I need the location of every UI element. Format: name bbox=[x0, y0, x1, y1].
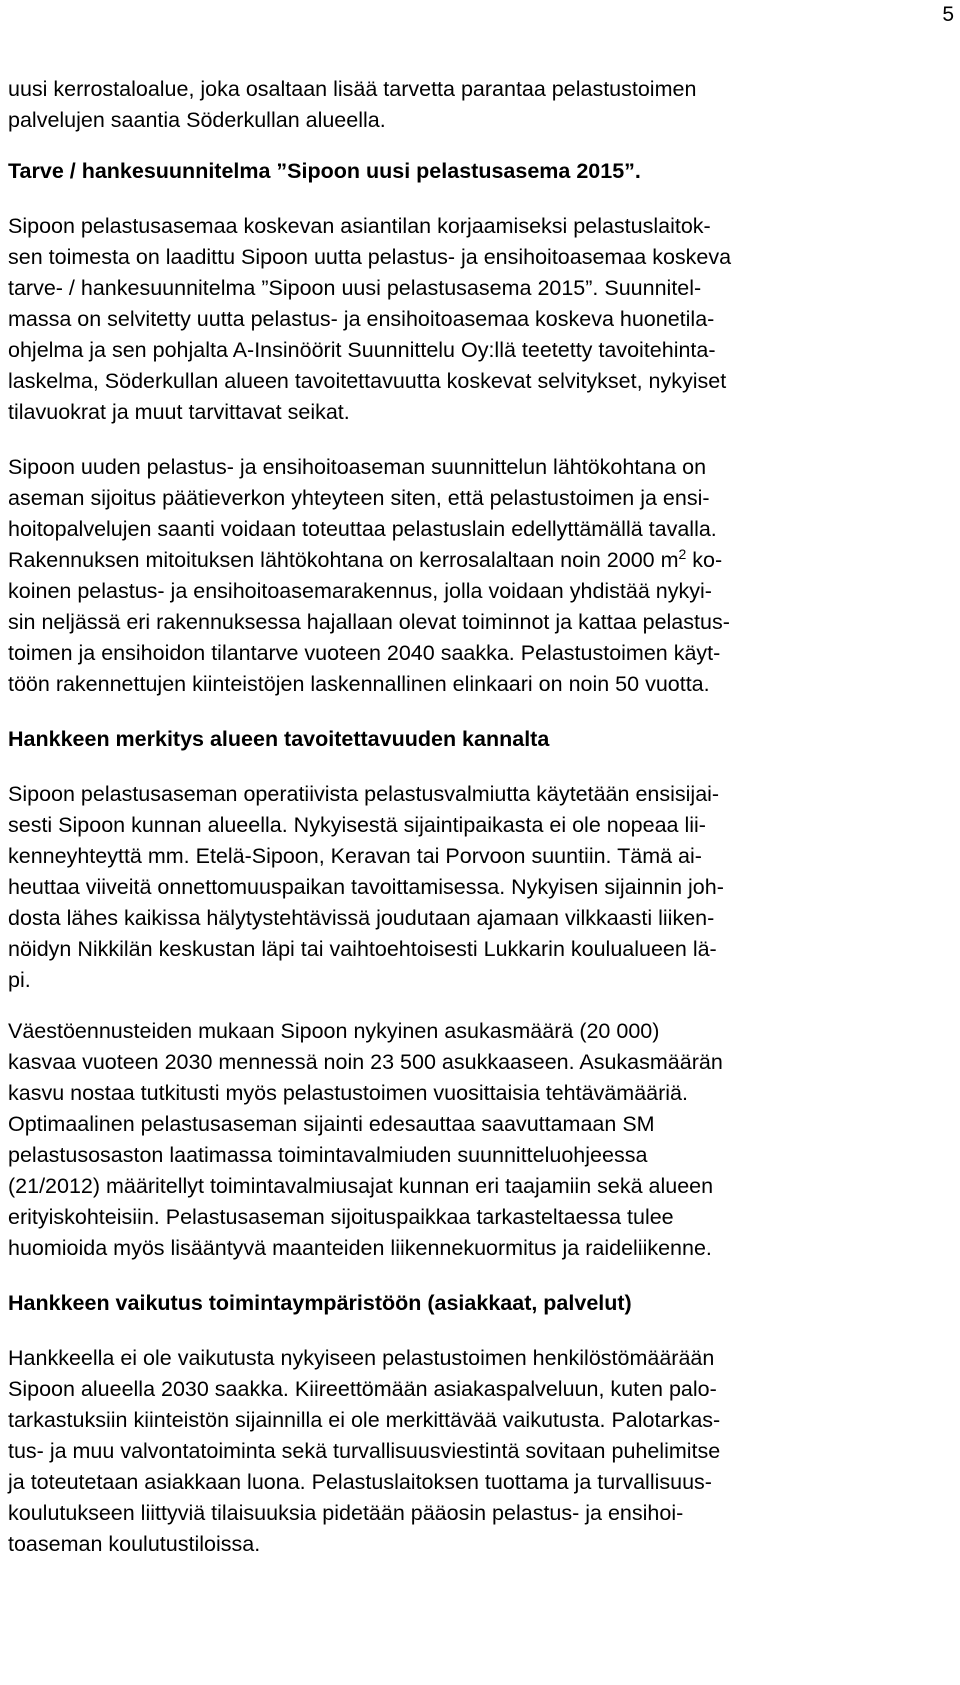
text-line: Sipoon alueella 2030 saakka. Kiireettömään asiakaspalveluun, kuten palo- bbox=[8, 1377, 717, 1401]
text-line: Sipoon pelastusasemaa koskevan asiantilan korjaamiseksi pelastuslaitok- bbox=[8, 214, 711, 238]
text-line: tus- ja muu valvontatoiminta sekä turvallisuusviestintä sovitaan puhelimitse bbox=[8, 1439, 721, 1463]
paragraph-tarve-1 bbox=[8, 211, 938, 428]
text-line: ohjelma ja sen pohjalta A-Insinöörit Suunnittelu Oy:llä teetetty tavoitehinta- bbox=[8, 338, 716, 362]
text-line: kasvu nostaa tutkitusti myös pelastustoimen vuosittaisia tehtävämääriä. bbox=[8, 1081, 688, 1105]
section-heading-merkitys: Hankkeen merkitys alueen tavoitettavuuden kannalta bbox=[8, 727, 550, 751]
text-line: dosta lähes kaikissa hälytystehtävissä joudutaan ajamaan vilkkaasti liiken- bbox=[8, 906, 715, 930]
text-line: aseman sijoitus päätieverkon yhteyteen siten, että pelastustoimen ja ensi- bbox=[8, 486, 710, 510]
text-line: töön rakennettujen kiinteistöjen laskennallinen elinkaari on noin 50 vuotta. bbox=[8, 672, 710, 696]
text-line: sen toimesta on laadittu Sipoon uutta pelastus- ja ensihoitoasemaa koskeva bbox=[8, 245, 732, 269]
text-line: Sipoon uuden pelastus- ja ensihoitoaseman suunnittelun lähtökohtana on bbox=[8, 455, 707, 479]
intro-paragraph bbox=[8, 74, 938, 136]
text-line: Optimaalinen pelastusaseman sijainti edesauttaa saavuttamaan SM bbox=[8, 1112, 655, 1136]
text-line: Väestöennusteiden mukaan Sipoon nykyinen asukasmäärä (20 000) bbox=[8, 1019, 660, 1043]
text-line: ja toteutetaan asiakkaan luona. Pelastuslaitoksen tuottama ja turvallisuus- bbox=[8, 1470, 712, 1494]
text-line: laskelma, Söderkullan alueen tavoitettavuutta koskevat selvitykset, nykyiset bbox=[8, 369, 727, 393]
text-line: koulutukseen liittyviä tilaisuuksia pidetään pääosin pelastus- ja ensihoi- bbox=[8, 1501, 684, 1525]
text-line: koinen pelastus- ja ensihoitoasemarakennus, jolla voidaan yhdistää nykyi- bbox=[8, 579, 712, 603]
text-line: (21/2012) määritellyt toimintavalmiusajat kunnan eri taajamiin sekä alueen bbox=[8, 1174, 714, 1198]
text-line: tarve- / hankesuunnitelma ”Sipoon uusi pelastusasema 2015”. Suunnitel- bbox=[8, 276, 702, 300]
text-line: Hankkeella ei ole vaikutusta nykyiseen pelastustoimen henkilöstömäärään bbox=[8, 1346, 715, 1370]
document-body bbox=[8, 74, 938, 1560]
text-line: tilavuokrat ja muut tarvittavat seikat. bbox=[8, 400, 350, 424]
section-heading-tarve: Tarve / hankesuunnitelma ”Sipoon uusi pelastusasema 2015”. bbox=[8, 159, 641, 183]
text-line: kasvaa vuoteen 2030 mennessä noin 23 500 asukkaaseen. Asukasmäärän bbox=[8, 1050, 723, 1074]
text-fragment: Rakennuksen mitoituksen lähtökohtana on kerrosalaltaan noin 2000 m bbox=[8, 548, 679, 572]
text-line: sin neljässä eri rakennuksessa hajallaan olevat toiminnot ja kattaa pelastus- bbox=[8, 610, 730, 634]
text-line: Sipoon pelastusaseman operatiivista pelastusvalmiutta käytetään ensisijai- bbox=[8, 782, 720, 806]
text-line-with-superscript bbox=[8, 545, 938, 576]
paragraph-tarve-2 bbox=[8, 452, 938, 700]
text-line: uusi kerrostaloalue, joka osaltaan lisää tarvetta parantaa pelastustoimen bbox=[8, 77, 697, 101]
paragraph-vaikutus-1 bbox=[8, 1343, 938, 1560]
text-line: tarkastuksiin kiinteistön sijainnilla ei ole merkittävää vaikutusta. Palotarkas- bbox=[8, 1408, 721, 1432]
text-line: toimen ja ensihoidon tilantarve vuoteen 2040 saakka. Pelastustoimen käyt- bbox=[8, 641, 721, 665]
text-line: sesti Sipoon kunnan alueella. Nykyisestä sijaintipaikasta ei ole nopeaa lii- bbox=[8, 813, 706, 837]
page-number: 5 bbox=[942, 3, 954, 26]
text-line: pi. bbox=[8, 968, 31, 992]
text-line: nöidyn Nikkilän keskustan läpi tai vaihtoehtoisesti Lukkarin koulualueen lä- bbox=[8, 937, 717, 961]
text-line: kenneyhteyttä mm. Etelä-Sipoon, Keravan tai Porvoon suuntiin. Tämä ai- bbox=[8, 844, 702, 868]
paragraph-merkitys-1 bbox=[8, 779, 938, 996]
text-line: palvelujen saantia Söderkullan alueella. bbox=[8, 108, 386, 132]
text-line: huomioida myös lisääntyvä maanteiden liikennekuormitus ja raideliikenne. bbox=[8, 1236, 712, 1260]
text-line: massa on selvitetty uutta pelastus- ja ensihoitoasemaa koskeva huonetila- bbox=[8, 307, 715, 331]
text-line: pelastusosaston laatimassa toimintavalmiuden suunnitteluohjeessa bbox=[8, 1143, 648, 1167]
superscript: 2 bbox=[678, 546, 687, 562]
text-line: toaseman koulutustiloissa. bbox=[8, 1532, 261, 1556]
text-line: hoitopalvelujen saanti voidaan toteuttaa pelastuslain edellyttämällä tavalla. bbox=[8, 517, 717, 541]
text-fragment: ko- bbox=[686, 548, 723, 572]
section-heading-vaikutus: Hankkeen vaikutus toimintaympäristöön (asiakkaat, palvelut) bbox=[8, 1291, 632, 1315]
text-line: heuttaa viiveitä onnettomuuspaikan tavoittamisessa. Nykyisen sijainnin joh- bbox=[8, 875, 724, 899]
paragraph-merkitys-2 bbox=[8, 1016, 938, 1264]
text-line: erityiskohteisiin. Pelastusaseman sijoituspaikkaa tarkasteltaessa tulee bbox=[8, 1205, 674, 1229]
